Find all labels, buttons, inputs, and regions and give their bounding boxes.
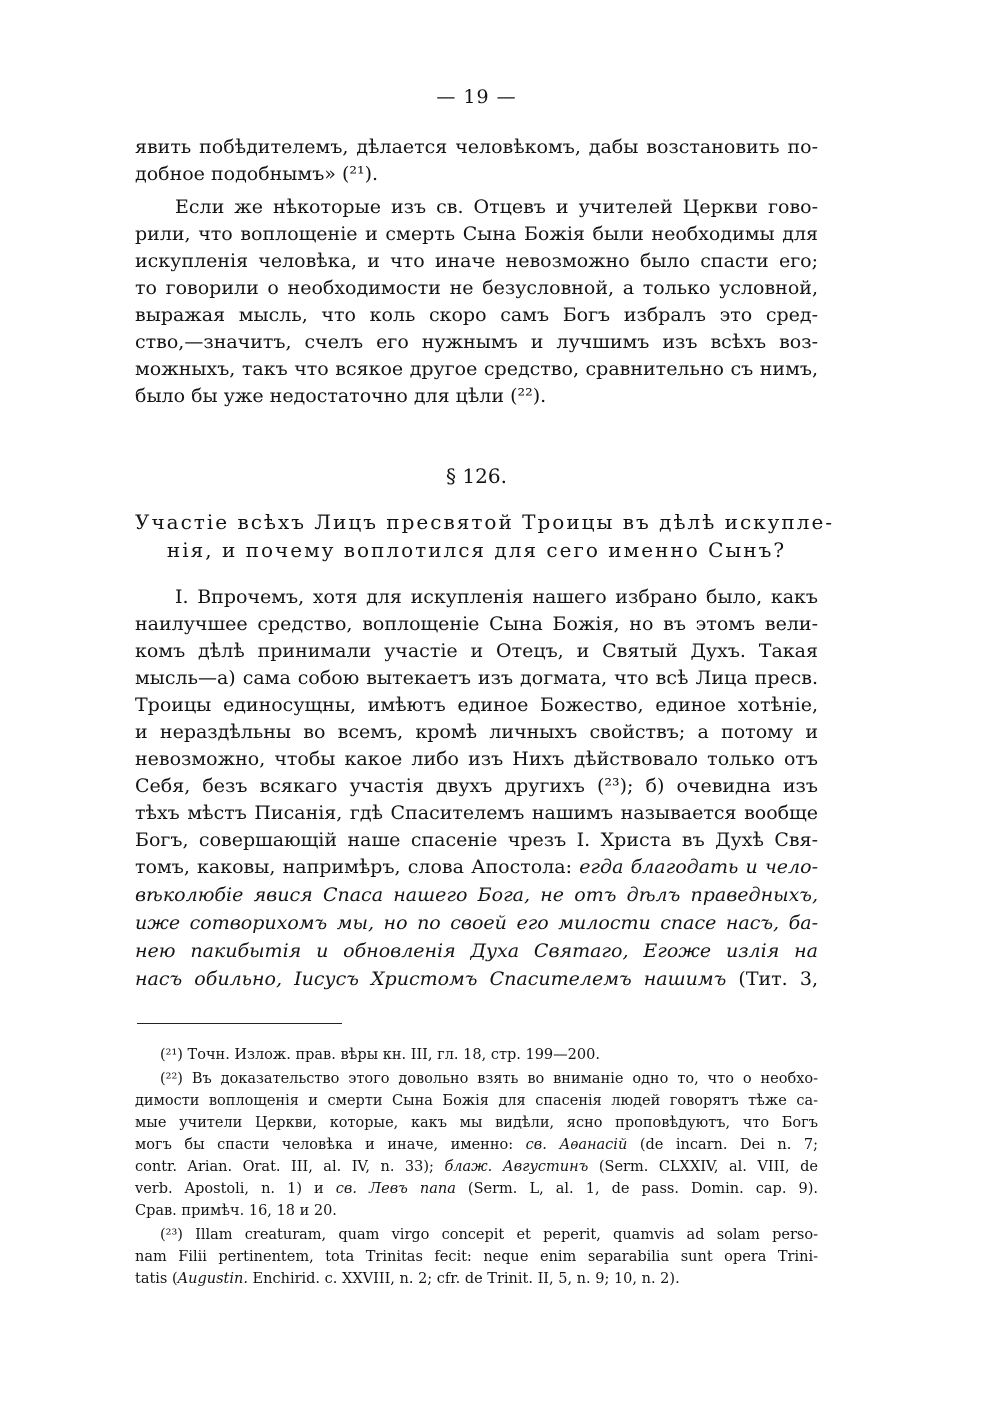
author-name: блаж. Августинъ bbox=[444, 1159, 589, 1175]
text-line: и нераздѣльны во всемъ, кромѣ личныхъ свойствъ; а потому и bbox=[135, 721, 818, 743]
text-line: мысль—а) сама собою вытекаетъ изъ догмата, что всѣ Лица пресв. bbox=[135, 667, 818, 689]
text-line: I. Впрочемъ, хотя для искупленія нашего избрано было, какъ bbox=[175, 586, 818, 608]
text-span: могъ бы спасти человѣка и иначе, именно: bbox=[135, 1137, 526, 1153]
text-span: (Тит. 3, bbox=[726, 968, 818, 990]
text-line bbox=[135, 854, 818, 880]
footnote-23-line: (²³) Illam creaturam, quam virgo concepit et peperit, quamvis ad solam perso- bbox=[160, 1227, 818, 1243]
footnote-22-line: Срав. примѣч. 16, 18 и 20. bbox=[135, 1203, 337, 1219]
scripture-quote: насъ обильно, Іисусъ Христомъ Спасителемъ нашимъ bbox=[135, 968, 727, 990]
author-name: св. Левъ папа bbox=[335, 1181, 456, 1197]
text-line: Богъ, совершающій наше спасеніе чрезъ І. Христа въ Духѣ Свя- bbox=[135, 829, 818, 851]
scripture-quote-line: иже сотворихомъ мы, но по своей его милости спасе насъ, ба- bbox=[135, 912, 818, 934]
text-span: (Serm. L, al. 1, de pass. Domin. cap. 9). bbox=[455, 1181, 818, 1197]
footnote-23-line bbox=[135, 1268, 818, 1290]
text-line: комъ дѣлѣ принимали участіе и Отецъ, и Святый Духъ. Такая bbox=[135, 640, 818, 662]
text-line: то говорили о необходимости не безусловной, а только условной, bbox=[135, 277, 818, 299]
text-span: verb. Apostoli, n. 1) и bbox=[135, 1181, 336, 1197]
section-number: § 126. bbox=[446, 464, 507, 488]
text-span: (de incarn. Dei n. 7; bbox=[627, 1137, 818, 1153]
page-number: — 19 — bbox=[436, 86, 517, 108]
section-heading-line-1: Участіе всѣхъ Лицъ пресвятой Троицы въ дѣлѣ искупле- bbox=[135, 510, 835, 534]
text-line: ство,—значитъ, счелъ его нужнымъ и лучшимъ изъ всѣхъ воз- bbox=[135, 331, 818, 353]
text-line: искупленія человѣка, и что иначе невозможно было спасти его; bbox=[135, 250, 818, 272]
text-line: Себя, безъ всякаго участія двухъ другихъ (²³); б) очевидна изъ bbox=[135, 775, 818, 797]
text-span: (Serm. CLXXIV, al. VIII, de bbox=[588, 1159, 819, 1175]
text-line: было бы уже недостаточно для цѣли (²²). bbox=[135, 385, 547, 407]
footnote-22-line: (²²) Въ доказательство этого довольно взять во вниманіе одно то, что о необхо- bbox=[160, 1071, 818, 1087]
author-name: св. Аѳанасій bbox=[525, 1137, 628, 1153]
text-span: contr. Arian. Orat. III, al. IV, n. 33); bbox=[135, 1159, 445, 1175]
footnote-separator bbox=[137, 1023, 342, 1024]
text-line: невозможно, чтобы какое либо изъ Нихъ дѣйствовало только отъ bbox=[135, 748, 818, 770]
footnote-21: (²¹) Точн. Излож. прав. вѣры кн. III, гл. 18, стр. 199—200. bbox=[160, 1047, 600, 1063]
text-line: рили, что воплощеніе и смерть Сына Божія были необходимы для bbox=[135, 223, 818, 245]
scripture-quote: егда благодать и чело- bbox=[579, 856, 818, 878]
text-span: tatis ( bbox=[135, 1271, 178, 1287]
text-line: явить побѣдителемъ, дѣлается человѣкомъ, дабы возстановить по- bbox=[135, 136, 818, 158]
scripture-quote-line: нею пакибытія и обновленія Духа Святаго, Егоже излія на bbox=[135, 940, 818, 962]
text-line: можныхъ, такъ что всякое другое средство, сравнительно съ нимъ, bbox=[135, 358, 818, 380]
text-span: Enchirid. c. XXVIII, n. 2; cfr. de Trinit. II, 5, n. 9; 10, n. 2). bbox=[247, 1271, 680, 1287]
footnote-22-line bbox=[135, 1156, 818, 1178]
text-line: добное подобнымъ» (²¹). bbox=[135, 163, 379, 185]
footnote-22-line bbox=[135, 1178, 818, 1200]
footnote-23-line: nam Filii pertinentem, tota Trinitas fecit: neque enim separabilia sunt opera Trini- bbox=[135, 1249, 818, 1265]
text-line: Троицы единосущны, имѣютъ единое Божество, единое хотѣніе, bbox=[135, 694, 818, 716]
footnote-22-line: димости воплощенія и смерти Сына Божія для спасенія людей говорятъ тѣже са- bbox=[135, 1093, 818, 1109]
text-span: томъ, каковы, напримѣръ, слова Апостола: bbox=[135, 856, 580, 878]
section-heading-line-2: нія, и почему воплотился для сего именно Сынъ? bbox=[166, 538, 787, 562]
footnote-22-line: мые учители Церкви, которые, какъ мы видѣли, ясно проповѣдуютъ, что Богъ bbox=[135, 1115, 818, 1131]
text-line: Если же нѣкоторые изъ св. Отцевъ и учителей Церкви гово- bbox=[175, 196, 818, 218]
text-line: выражая мысль, что коль скоро самъ Богъ избралъ это сред- bbox=[135, 304, 818, 326]
text-line: наилучшее средство, воплощеніе Сына Божія, но въ этомъ вели- bbox=[135, 613, 818, 635]
scripture-quote-line: вѣколюбіе явися Спаса нашего Бога, не отъ дѣлъ праведныхъ, bbox=[135, 884, 818, 906]
text-line: тѣхъ мѣстъ Писанія, гдѣ Спасителемъ нашимъ называется вообще bbox=[135, 802, 818, 824]
author-name: Augustin. bbox=[177, 1271, 248, 1287]
text-line bbox=[135, 966, 818, 992]
footnote-22-line bbox=[135, 1134, 818, 1156]
